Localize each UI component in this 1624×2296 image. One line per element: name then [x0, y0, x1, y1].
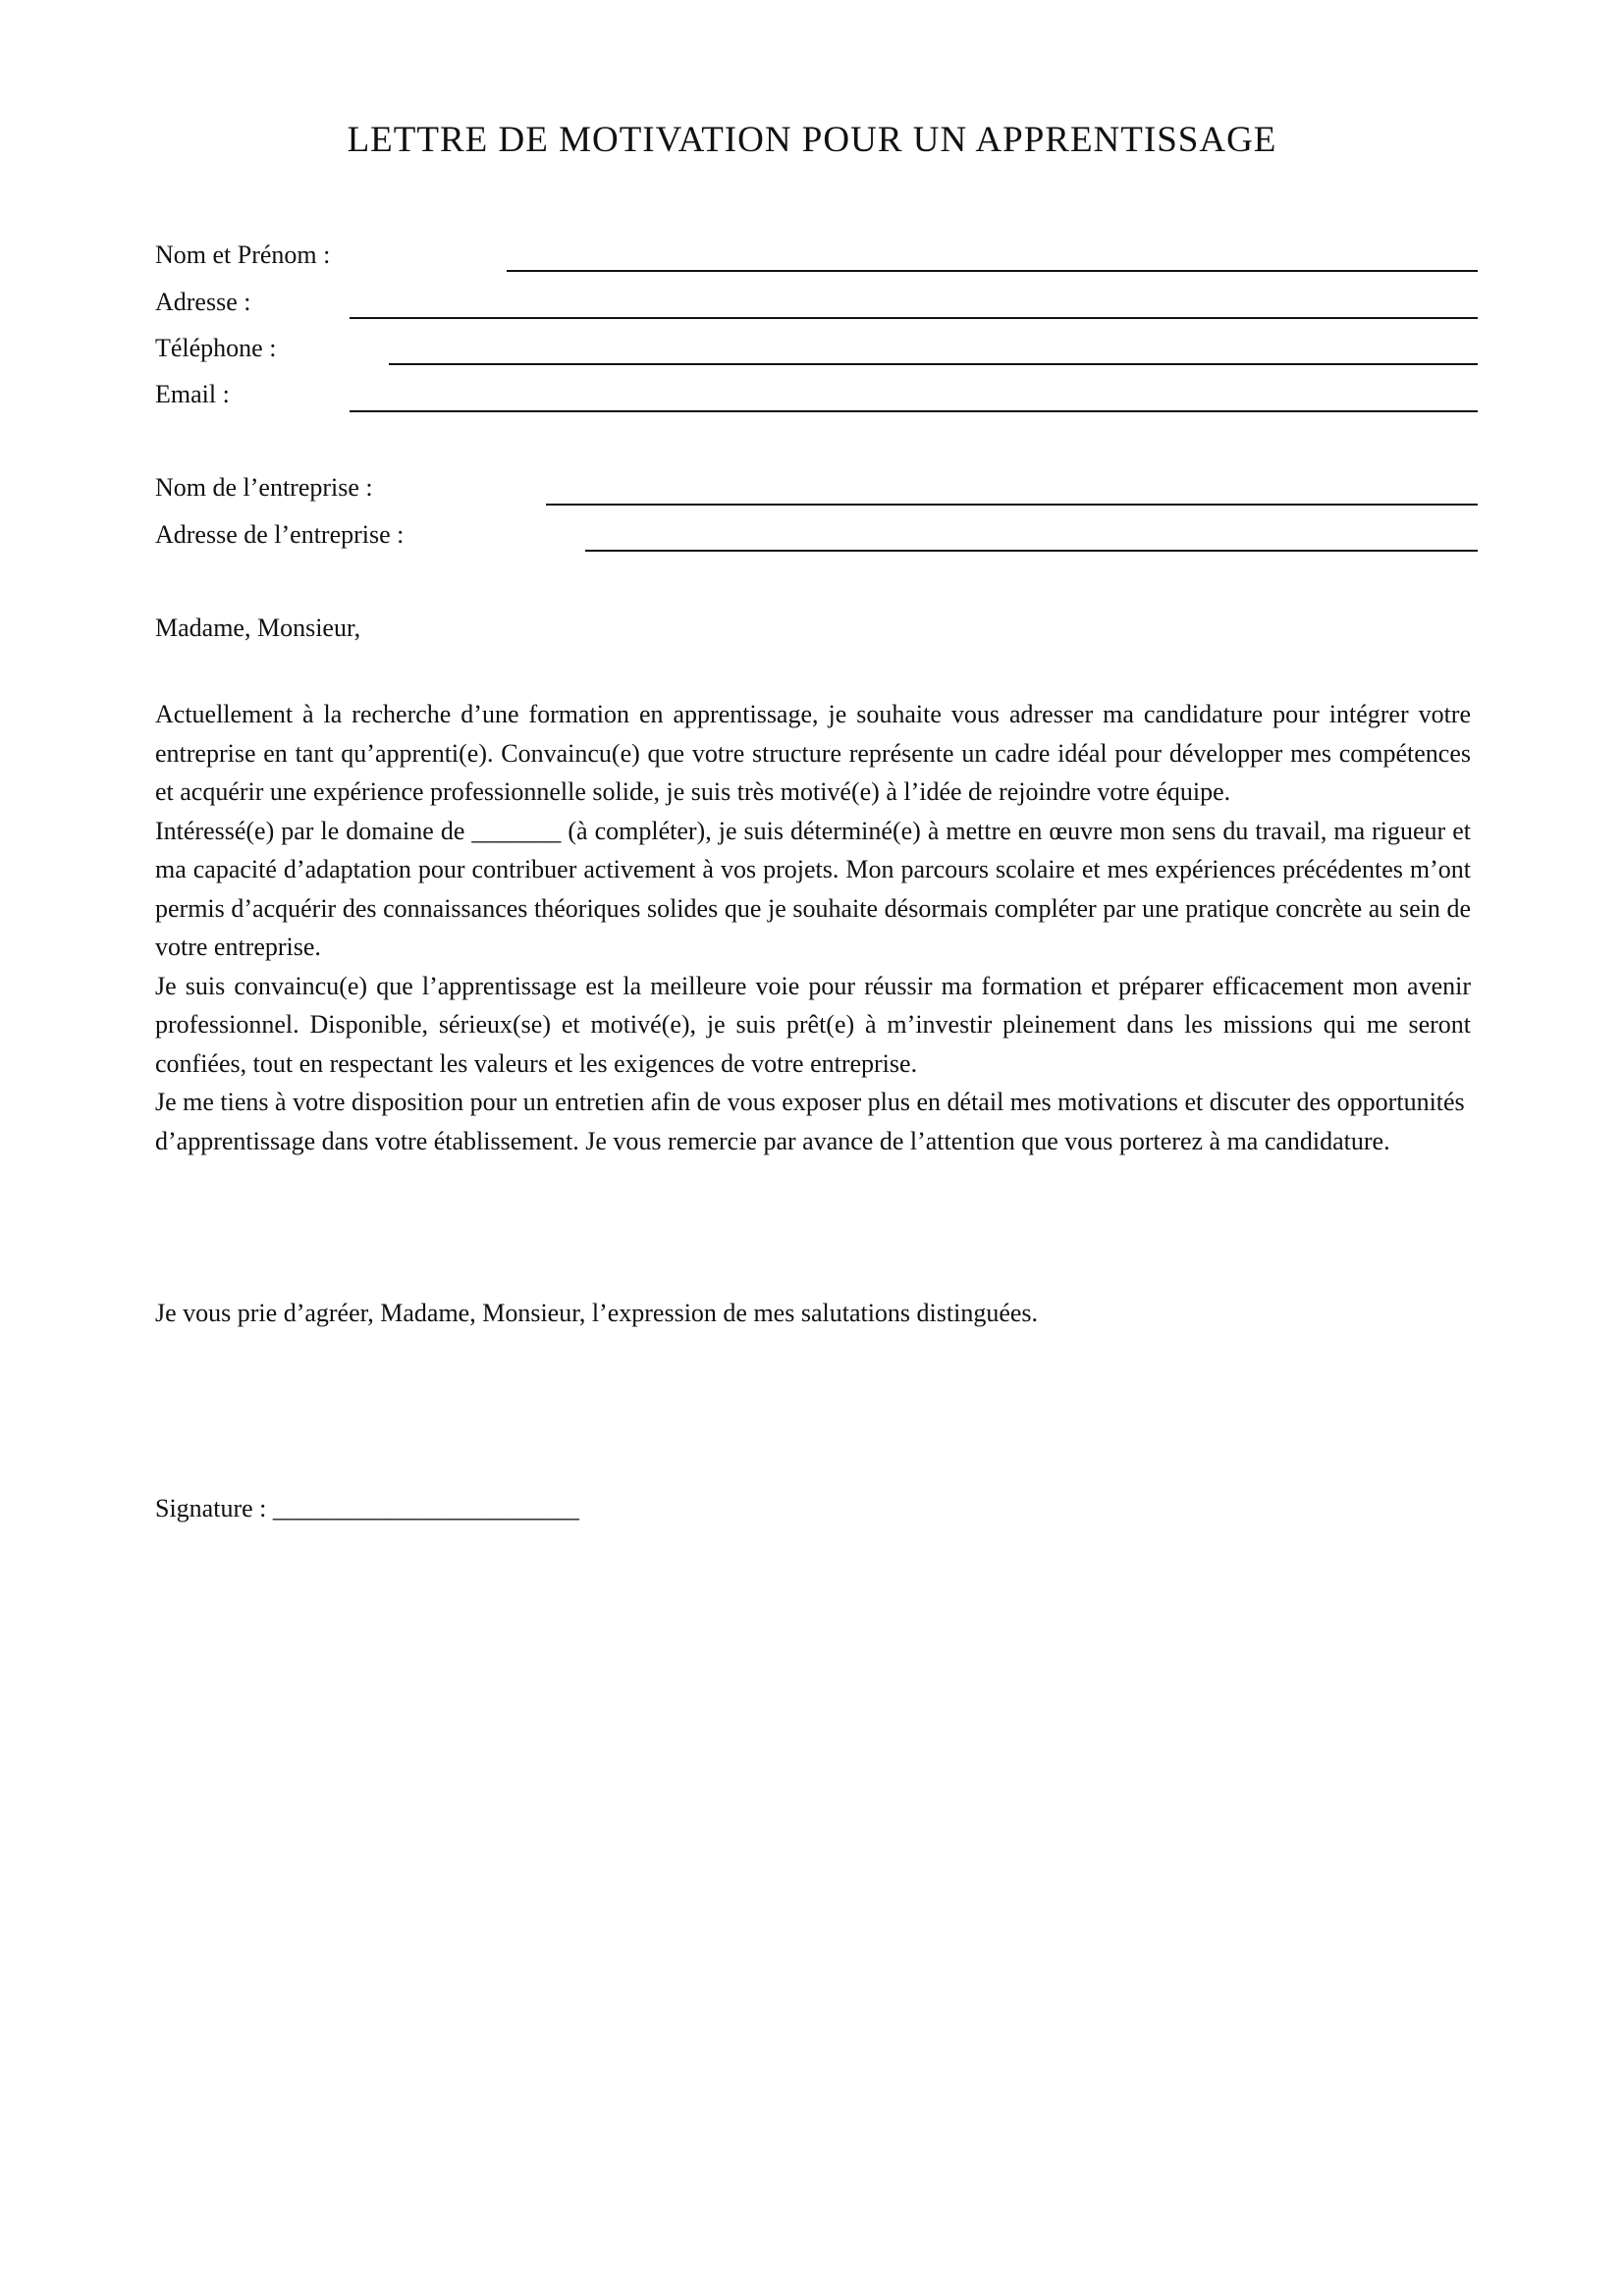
applicant-name-label: Nom et Prénom :	[155, 240, 331, 269]
closing-sentence: Je vous prie d’agréer, Madame, Monsieur, l’expression de mes salutations distinguées.	[155, 1299, 1039, 1327]
applicant-phone-line[interactable]	[389, 363, 1478, 365]
applicant-email-label: Email :	[155, 380, 230, 408]
salutation: Madame, Monsieur,	[155, 614, 361, 642]
company-name-line[interactable]	[546, 504, 1478, 506]
page-title: LETTRE DE MOTIVATION POUR UN APPRENTISSAGE	[347, 120, 1277, 160]
signature-field: Signature : ________________________	[155, 1494, 579, 1522]
applicant-email-line[interactable]	[350, 410, 1478, 412]
body-paragraph-2: Intéressé(e) par le domaine de _______ (à compléter), je suis déterminé(e) à mettre en œuvre mon sens du travail, ma rigueur et ma capacité d’adaptation pour contribuer activement à vos projets. Mon parcours scolaire et mes expériences précédentes m’ont permis d’acquérir des connaissances théoriques solides que je souhaite désormais compléter par une pratique concrète au sein de votre entreprise.	[155, 816, 1471, 961]
applicant-name-line[interactable]	[507, 270, 1478, 272]
letter-body	[155, 695, 1471, 1160]
company-name-label: Nom de l’entreprise :	[155, 473, 373, 502]
body-paragraph-3: Je suis convaincu(e) que l’apprentissage est la meilleure voie pour réussir ma formation et préparer efficacement mon avenir professionnel. Disponible, sérieux(se) et motivé(e), je suis prêt(e) à m’investir pleinement dans les missions qui me seront confiées, tout en respectant les valeurs et les exigences de votre entreprise.	[155, 971, 1471, 1078]
company-address-label: Adresse de l’entreprise :	[155, 520, 405, 549]
company-address-line[interactable]	[585, 550, 1478, 552]
applicant-phone-label: Téléphone :	[155, 334, 277, 362]
applicant-address-label: Adresse :	[155, 288, 251, 316]
body-paragraph-4: Je me tiens à votre disposition pour un entretien afin de vous exposer plus en détail mes motivations et discuter des opportunités d’apprentissage dans votre établissement. Je vous remercie par avance de l’attention que vous porterez à ma candidature.	[155, 1088, 1465, 1155]
body-paragraph-1: Actuellement à la recherche d’une formation en apprentissage, je souhaite vous adresser ma candidature pour intégrer votre entreprise en tant qu’apprenti(e). Convaincu(e) que votre structure représente un cadre idéal pour développer mes compétences et acquérir une expérience professionnelle solide, je suis très motivé(e) à l’idée de rejoindre votre équipe.	[155, 700, 1471, 806]
applicant-address-line[interactable]	[350, 317, 1478, 319]
